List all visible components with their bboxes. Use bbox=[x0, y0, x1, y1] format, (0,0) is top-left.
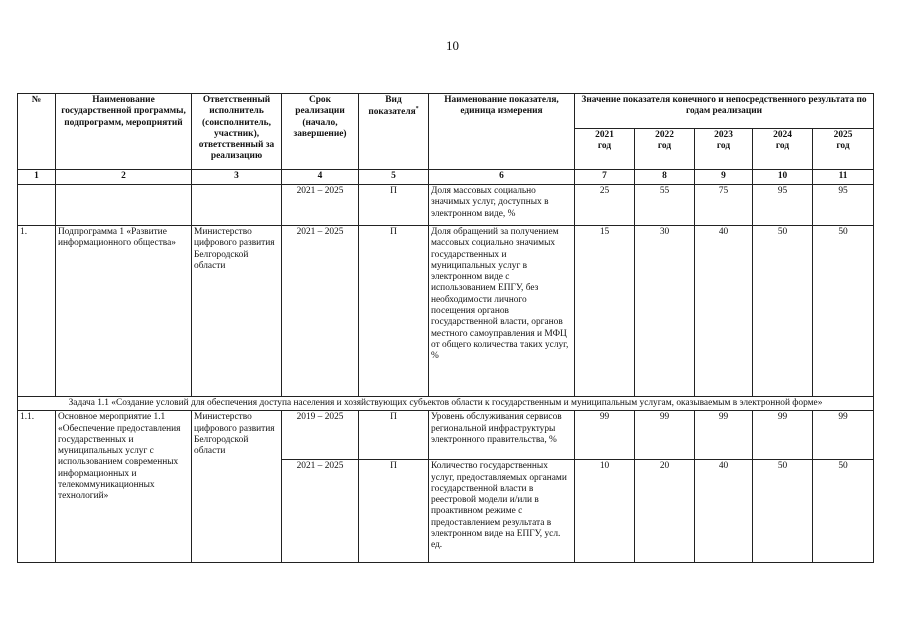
column-number: 7 bbox=[575, 170, 635, 185]
header-year-2021 bbox=[575, 129, 635, 170]
table-row-subprogram-1 bbox=[18, 226, 874, 397]
row-value: 75 bbox=[695, 185, 753, 226]
row-name: Основное мероприятие 1.1 «Обеспечение предоставления государственных и муниципальных услуг с использованием современных информационных и телекоммуникационных технологий» bbox=[56, 411, 192, 563]
column-number: 4 bbox=[282, 170, 359, 185]
header-values: Значение показателя конечного и непосредственного результата по годам реализации bbox=[575, 94, 874, 129]
row-value: 99 bbox=[635, 411, 695, 460]
year-label: 2025 bbox=[833, 130, 853, 140]
row-value: 99 bbox=[695, 411, 753, 460]
task-title: Задача 1.1 «Создание условий для обеспечения доступа населения и хозяйствующих субъектов области к государственным и муниципальным услугам, оказываемым в электронной форме» bbox=[18, 397, 874, 411]
row-value: 99 bbox=[753, 411, 813, 460]
year-label: 2024 bbox=[773, 130, 792, 140]
column-number: 9 bbox=[695, 170, 753, 185]
row-value: 99 bbox=[813, 411, 874, 460]
header-type bbox=[359, 94, 429, 170]
row-term: 2021 – 2025 bbox=[282, 185, 359, 226]
row-value: 50 bbox=[753, 460, 813, 563]
row-indicator: Доля массовых социально значимых услуг, доступных в электронном виде, % bbox=[429, 185, 575, 226]
row-value: 10 bbox=[575, 460, 635, 563]
row-name bbox=[56, 185, 192, 226]
row-no: 1. bbox=[18, 226, 56, 397]
row-no bbox=[18, 185, 56, 226]
header-year-2025 bbox=[813, 129, 874, 170]
year-label: 2022 bbox=[655, 130, 674, 140]
year-unit: год bbox=[597, 141, 612, 152]
program-table bbox=[17, 93, 874, 563]
header-year-2024 bbox=[753, 129, 813, 170]
row-value: 50 bbox=[753, 226, 813, 397]
row-term: 2019 – 2025 bbox=[282, 411, 359, 460]
row-term: 2021 – 2025 bbox=[282, 460, 359, 563]
row-responsible bbox=[192, 185, 282, 226]
column-number: 10 bbox=[753, 170, 813, 185]
row-value: 15 bbox=[575, 226, 635, 397]
row-type: П bbox=[359, 460, 429, 563]
column-number: 6 bbox=[429, 170, 575, 185]
row-value: 95 bbox=[813, 185, 874, 226]
column-number-row bbox=[18, 170, 874, 185]
row-responsible: Министерство цифрового развития Белгородской области bbox=[192, 411, 282, 563]
header-row bbox=[18, 94, 874, 129]
header-term: Срок реализации (начало, завершение) bbox=[282, 94, 359, 170]
header-responsible: Ответственный исполнитель (соисполнитель, участник), ответственный за реализацию bbox=[192, 94, 282, 170]
header-name: Наименование государственной программы, подпрограмм, мероприятий bbox=[56, 94, 192, 170]
row-value: 25 bbox=[575, 185, 635, 226]
column-number: 1 bbox=[18, 170, 56, 185]
row-type: П bbox=[359, 185, 429, 226]
header-no: № bbox=[18, 94, 56, 170]
row-value: 20 bbox=[635, 460, 695, 563]
table-row bbox=[18, 185, 874, 226]
year-label: 2021 bbox=[595, 130, 614, 140]
row-value: 99 bbox=[575, 411, 635, 460]
row-value: 50 bbox=[813, 460, 874, 563]
page-number: 10 bbox=[446, 38, 459, 53]
column-number: 5 bbox=[359, 170, 429, 185]
table-row-event-1-1 bbox=[18, 411, 874, 460]
row-value: 50 bbox=[813, 226, 874, 397]
header-type-label: Вид показателя bbox=[368, 95, 416, 118]
row-no: 1.1. bbox=[18, 411, 56, 563]
row-type: П bbox=[359, 411, 429, 460]
column-number: 3 bbox=[192, 170, 282, 185]
row-term: 2021 – 2025 bbox=[282, 226, 359, 397]
year-unit: год bbox=[775, 141, 790, 152]
header-year-2023 bbox=[695, 129, 753, 170]
row-value: 30 bbox=[635, 226, 695, 397]
row-indicator: Уровень обслуживания сервисов региональной инфраструктуры электронного правительства, % bbox=[429, 411, 575, 460]
row-value: 95 bbox=[753, 185, 813, 226]
header-year-2022 bbox=[635, 129, 695, 170]
column-number: 11 bbox=[813, 170, 874, 185]
year-unit: год bbox=[657, 141, 672, 152]
task-row bbox=[18, 397, 874, 411]
row-responsible: Министерство цифрового развития Белгородской области bbox=[192, 226, 282, 397]
header-type-footnote-mark: * bbox=[415, 106, 419, 113]
header-indicator: Наименование показателя, единица измерения bbox=[429, 94, 575, 170]
row-value: 55 bbox=[635, 185, 695, 226]
column-number: 2 bbox=[56, 170, 192, 185]
year-label: 2023 bbox=[714, 130, 733, 140]
column-number: 8 bbox=[635, 170, 695, 185]
row-indicator: Доля обращений за получением массовых социально значимых государственных и муниципальных услуг в электронном виде с использованием ЕПГУ, без необходимости личного посещения органов государственной власти, органов местного самоуправления и МФЦ от общего количества таких услуг, % bbox=[429, 226, 575, 397]
row-value: 40 bbox=[695, 460, 753, 563]
row-type: П bbox=[359, 226, 429, 397]
row-value: 40 bbox=[695, 226, 753, 397]
year-unit: год bbox=[836, 141, 850, 152]
year-unit: год bbox=[716, 141, 731, 152]
row-name: Подпрограмма 1 «Развитие информационного общества» bbox=[56, 226, 192, 397]
row-indicator: Количество государственных услуг, предоставляемых органами государственной власти в реестровой модели и/или в проактивном режиме с предоставлением результата в электронном виде на ЕПГУ, усл. ед. bbox=[429, 460, 575, 563]
